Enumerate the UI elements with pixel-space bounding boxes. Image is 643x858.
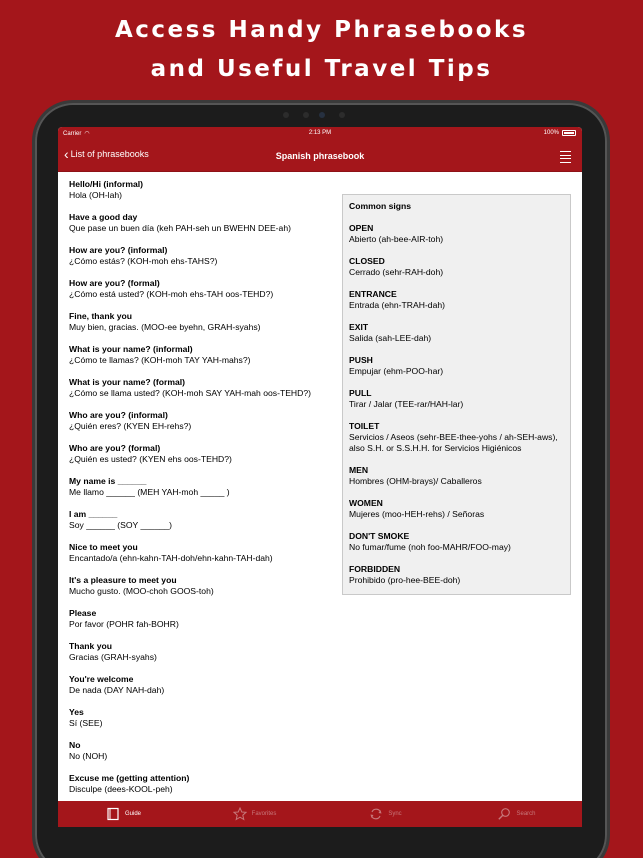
list-item[interactable] [69,608,329,630]
phrase-english: Excuse me (getting attention) [69,773,190,783]
sign-english: WOMEN [349,498,383,508]
sign-english: EXIT [349,322,369,332]
phrase-english: No [69,740,81,750]
phrase-english: I am ______ [69,509,118,519]
list-item[interactable] [69,443,329,465]
phrase-spanish: Encantado/a (ehn-kahn-TAH-doh/ehn-kahn-TAH-dah) [69,553,273,563]
phrase-spanish: ¿Cómo se llama usted? (KOH-moh SAY YAH-mah oos-TEHD?) [69,388,311,398]
phrase-english: Who are you? (informal) [69,410,168,420]
list-item[interactable] [69,773,329,795]
list-item[interactable] [69,212,329,234]
battery-indicator [544,130,576,136]
sign-english: ENTRANCE [349,289,397,299]
sign-item [349,421,564,454]
phrase-english: Have a good day [69,212,138,222]
sign-spanish: Cerrado (sehr-RAH-doh) [349,267,444,277]
sign-item [349,564,564,586]
sign-spanish: Empujar (ehm-POO-har) [349,366,444,376]
phrase-spanish: No (NOH) [69,751,108,761]
tab-sync-label: Sync [388,811,402,817]
battery-icon [562,130,576,136]
sign-item [349,531,564,553]
phrase-english: It's a pleasure to meet you [69,575,177,585]
sign-item [349,355,564,377]
list-item[interactable] [69,509,329,531]
sign-english: PULL [349,388,372,398]
sign-spanish: Entrada (ehn-TRAH-dah) [349,300,446,310]
sign-english: CLOSED [349,256,385,266]
sign-item [349,289,564,311]
wifi-icon: ◠ [84,131,90,137]
status-time: 2:13 PM [308,130,332,136]
tab-favorites-label: Favorites [251,811,277,817]
phrase-english: How are you? (formal) [69,278,160,288]
list-item[interactable] [69,245,329,267]
phrase-spanish: ¿Cómo te llamas? (KOH-moh TAY YAH-mahs?) [69,355,251,365]
phrase-spanish: ¿Cómo está usted? (KOH-moh ehs-TAH oos-TEHD?) [69,289,274,299]
book-icon [106,807,120,821]
sign-item [349,498,564,520]
phrase-list [69,179,329,806]
phrase-spanish: Gracias (GRAH-syahs) [69,652,157,662]
phrase-english: Nice to meet you [69,542,138,552]
sign-item [349,322,564,344]
phrase-spanish: Por favor (POHR fah-BOHR) [69,619,179,629]
tab-guide-label: Guide [124,811,141,817]
sign-english: FORBIDDEN [349,564,401,574]
tab-favorites[interactable] [189,801,320,827]
sign-spanish: Salida (sah-LEE-dah) [349,333,432,343]
phrase-english: Thank you [69,641,112,651]
phrase-spanish: Disculpe (dees-KOOL-peh) [69,784,173,794]
common-signs-panel [342,194,571,595]
search-icon [497,807,511,821]
carrier-label: Carrier ◠ [63,131,90,137]
sign-spanish: Prohibido (pro-hee-BEE-doh) [349,575,461,585]
phrase-spanish: Muy bien, gracias. (MOO-ee byehn, GRAH-syahs) [69,322,261,332]
list-item[interactable] [69,410,329,432]
phrase-english: Yes [69,707,84,717]
hamburger-icon[interactable] [560,151,571,161]
phrase-spanish: De nada (DAY NAH-dah) [69,685,165,695]
list-item[interactable] [69,575,329,597]
sign-item [349,256,564,278]
phrase-english: My name is ______ [69,476,147,486]
phrase-spanish: Que pase un buen día (keh PAH-seh un BWEHN DEE-ah) [69,223,291,233]
page-title: Spanish phrasebook [275,151,365,161]
sign-english: TOILET [349,421,380,431]
sign-spanish: Abierto (ah-bee-AIR-toh) [349,234,444,244]
phrase-spanish: Soy ______ (SOY ______) [69,520,173,530]
sign-english: OPEN [349,223,374,233]
phrase-english: Who are you? (formal) [69,443,161,453]
phrase-english: Fine, thank you [69,311,133,321]
phrase-english: Please [69,608,97,618]
camera-sensors [283,110,363,120]
phrase-english: You're welcome [69,674,134,684]
list-item[interactable] [69,641,329,663]
signs-list [349,223,564,586]
headline-line-1: Access Handy Phrasebooks [114,17,529,43]
list-item[interactable] [69,476,329,498]
phrase-spanish: ¿Quién es usted? (KYEN ehs oos-TEHD?) [69,454,232,464]
tab-bar [58,801,582,827]
phrasebook-content [58,172,582,812]
sync-icon [369,807,383,821]
sign-item [349,465,564,487]
list-item[interactable] [69,377,329,399]
star-icon [233,807,247,821]
phrase-english: Hello/Hi (informal) [69,179,144,189]
tab-guide[interactable] [58,801,189,827]
phrase-spanish: Mucho gusto. (MOO-choh GOOS-toh) [69,586,214,596]
sign-item [349,223,564,245]
chevron-left-icon: ‹ [64,146,69,162]
list-item[interactable] [69,344,329,366]
list-item[interactable] [69,707,329,729]
sign-english: PUSH [349,355,373,365]
list-item[interactable] [69,311,329,333]
sign-english: MEN [349,465,369,475]
sign-spanish: No fumar/fume (noh foo-MAHR/FOO-may) [349,542,511,552]
status-bar [58,127,582,141]
common-signs-title: Common signs [349,201,412,211]
sign-item [349,388,564,410]
sign-spanish: Hombres (OHM-brays)/ Caballeros [349,476,482,486]
phrase-spanish: Sí (SEE) [69,718,103,728]
phrase-spanish: ¿Cómo estás? (KOH-moh ehs-TAHS?) [69,256,218,266]
list-item[interactable] [69,740,329,762]
list-item[interactable] [69,278,329,300]
phrase-spanish: Hola (OH-lah) [69,190,123,200]
sign-spanish: Mujeres (moo-HEH-rehs) / Señoras [349,509,485,519]
phrase-spanish: Me llamo ______ (MEH YAH-moh _____ ) [69,487,230,497]
headline-line-2: and Useful Travel Tips [150,56,493,82]
sign-english: DON'T SMOKE [349,531,410,541]
tab-search[interactable] [451,801,582,827]
tab-sync[interactable] [320,801,451,827]
battery-percent: 100% [543,130,559,136]
phrase-spanish: ¿Quién eres? (KYEN EH-rehs?) [69,421,192,431]
phrase-english: What is your name? (informal) [69,344,193,354]
back-button-label: List of phrasebooks [70,149,149,159]
sign-spanish: Tirar / Jalar (TEE-rar/HAH-lar) [349,399,464,409]
list-item[interactable] [69,542,329,564]
phrase-english: What is your name? (formal) [69,377,186,387]
list-item[interactable] [69,179,329,201]
navigation-bar [58,141,582,172]
phrase-english: How are you? (informal) [69,245,168,255]
list-item[interactable] [69,674,329,696]
tab-search-label: Search [516,811,536,817]
sign-spanish: Servicios / Aseos (sehr-BEE-thee-yohs / ah-SEH-aws), also S.H. or S.S.H.H. for Servicios Higiénicos [349,432,558,453]
app-screen [58,127,582,827]
